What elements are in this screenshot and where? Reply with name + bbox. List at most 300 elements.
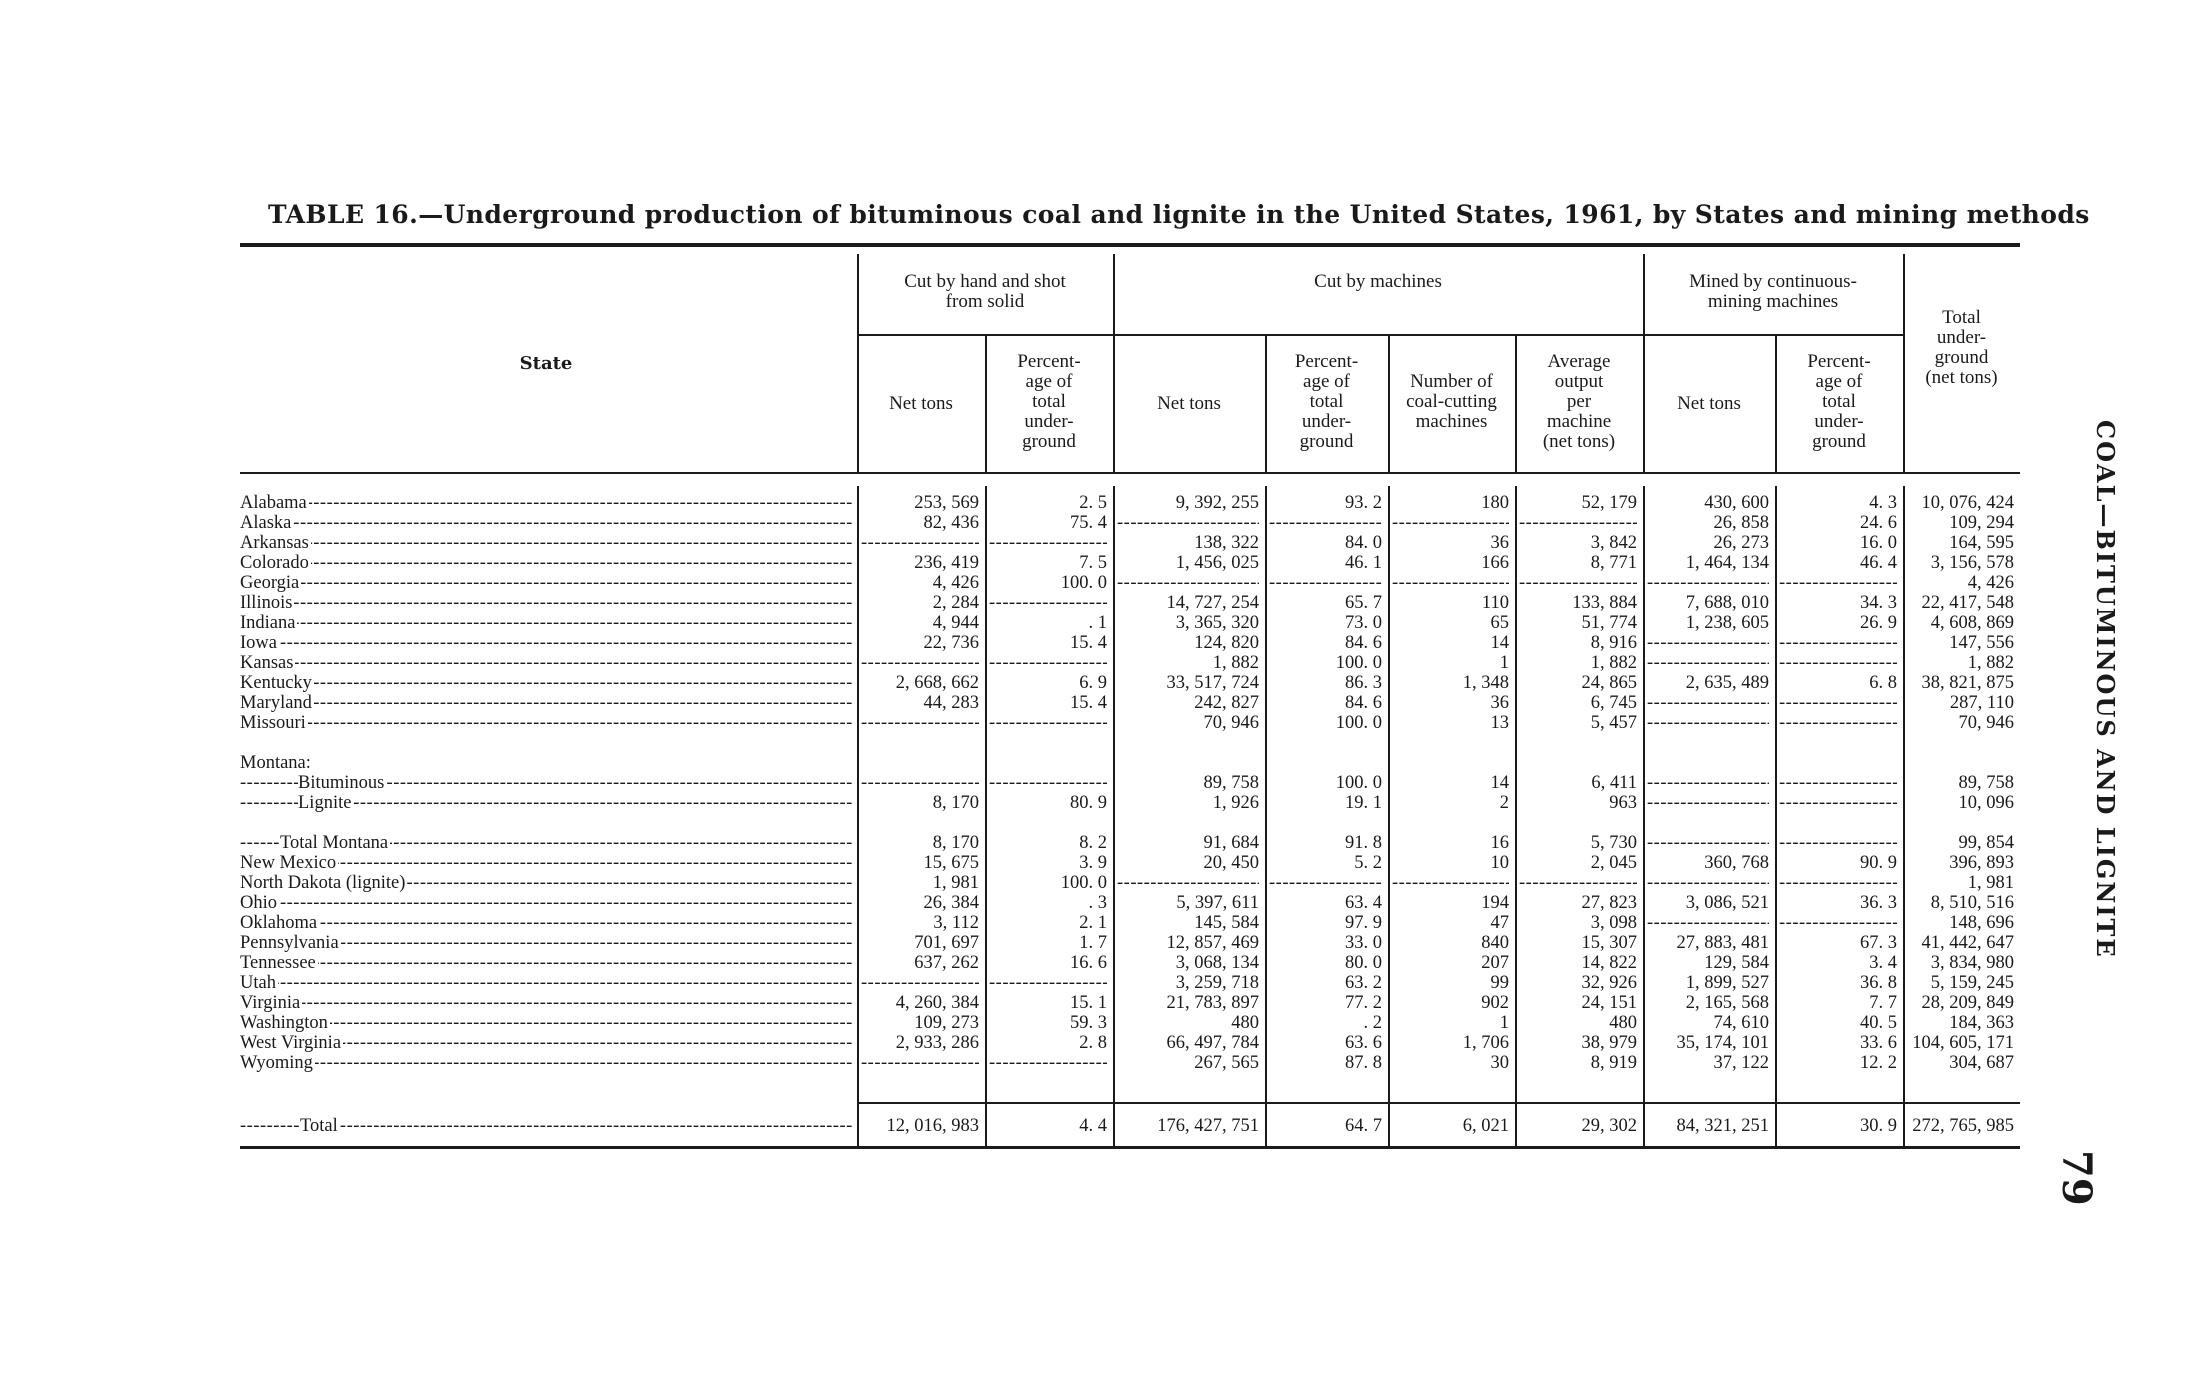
table-row-mach-pct: 84. 6 <box>1345 693 1382 713</box>
state-name: Arkansas <box>240 533 309 553</box>
table-row-total: 3, 834, 980 <box>1930 953 2014 973</box>
table-row-mach-tons: 33, 517, 724 <box>1166 673 1259 693</box>
state-name: Montana: <box>240 753 311 773</box>
table-row-cont-tons <box>1643 793 1769 813</box>
state-name: Colorado <box>240 553 309 573</box>
table-row-total: 304, 687 <box>1949 1053 2014 1073</box>
table-row-total: 4, 426 <box>1967 573 2014 593</box>
state-name: New Mexico <box>240 853 337 873</box>
table-row-mach-pct: 77. 2 <box>1345 993 1382 1013</box>
table-row-machines: 30 <box>1490 1053 1509 1073</box>
table-row-cont-pct: 67. 3 <box>1860 933 1897 953</box>
table-row-cont-pct: 26. 9 <box>1860 613 1897 633</box>
table-row-avg: 5, 457 <box>1590 713 1637 733</box>
table-row-cont-tons: 1, 899, 527 <box>1685 973 1769 993</box>
table-row-hand-tons: 44, 283 <box>923 693 979 713</box>
divider <box>1113 486 1115 1146</box>
table-row-hand-pct: 3. 9 <box>1079 853 1107 873</box>
state-name: Total Montana <box>280 833 389 853</box>
table-row-hand-tons: 3, 112 <box>933 913 979 933</box>
table-row-cont-pct <box>1775 773 1897 793</box>
table-row-mach-tons: 9, 392, 255 <box>1175 493 1259 513</box>
table-row-hand-tons: 26, 384 <box>923 893 979 913</box>
table-row-label <box>240 573 852 593</box>
table-row-cont-tons: 37, 122 <box>1713 1053 1769 1073</box>
table-row-avg: 52, 179 <box>1581 493 1637 513</box>
header-bottom-rule <box>240 472 2020 474</box>
table-row-mach-tons: 14, 727, 254 <box>1166 593 1259 613</box>
table-row-hand-pct: 1. 7 <box>1079 933 1107 953</box>
table-row-cont-pct: 36. 3 <box>1860 893 1897 913</box>
header-total: Total under- ground (net tons) <box>1925 307 1998 388</box>
table-row-hand-tons: 15, 675 <box>923 853 979 873</box>
table-row-cont-pct: 40. 5 <box>1860 1013 1897 1033</box>
table-row-label <box>240 953 852 973</box>
running-header: COAL—BITUMINOUS AND LIGNITE <box>2091 420 2120 959</box>
table-row-machines <box>1388 513 1509 533</box>
table-row-mach-pct: 91. 8 <box>1345 833 1382 853</box>
table-row-cont-pct: 16. 0 <box>1860 533 1897 553</box>
table-row-label <box>240 553 852 573</box>
table-row-total: 89, 758 <box>1958 773 2014 793</box>
table-row-cont-pct: 24. 6 <box>1860 513 1897 533</box>
divider <box>1388 486 1390 1146</box>
table-row-label <box>240 493 852 513</box>
table-row-cont-tons: 26, 858 <box>1713 513 1769 533</box>
total-row-hand-tons: 12, 016, 983 <box>886 1116 979 1136</box>
table-row-hand-tons: 253, 569 <box>914 493 979 513</box>
table-row-total: 8, 510, 516 <box>1930 893 2014 913</box>
table-row-machines: 1, 706 <box>1462 1033 1509 1053</box>
table-row-cont-tons: 430, 600 <box>1704 493 1769 513</box>
table-row-label <box>240 533 852 553</box>
table-row-mach-pct: 84. 0 <box>1345 533 1382 553</box>
state-name: Pennsylvania <box>240 933 339 953</box>
table-row-cont-pct: 46. 4 <box>1860 553 1897 573</box>
table-row-cont-pct <box>1775 573 1897 593</box>
table-row-hand-pct <box>985 593 1107 613</box>
table-row-total: 38, 821, 875 <box>1921 673 2014 693</box>
table-row-mach-pct: 73. 0 <box>1345 613 1382 633</box>
table-row-cont-pct: 12. 2 <box>1860 1053 1897 1073</box>
total-row-total: 272, 765, 985 <box>1912 1116 2014 1136</box>
table-row-hand-pct: 15. 1 <box>1070 993 1107 1013</box>
table-row-cont-pct <box>1775 693 1897 713</box>
header-machines: Cut by machines <box>1314 271 1442 292</box>
state-name: Tennessee <box>240 953 316 973</box>
table-row-label <box>240 913 852 933</box>
table-row-machines: 840 <box>1481 933 1509 953</box>
table-row-total: 28, 209, 849 <box>1921 993 2014 1013</box>
table-row-mach-pct: 5. 2 <box>1354 853 1382 873</box>
table-row-total: 148, 696 <box>1949 913 2014 933</box>
table-row-avg: 38, 979 <box>1581 1033 1637 1053</box>
table-row-avg: 3, 098 <box>1590 913 1637 933</box>
table-row-hand-pct: 2. 5 <box>1079 493 1107 513</box>
table-row-mach-pct: 87. 8 <box>1345 1053 1382 1073</box>
table-row-hand-pct: 80. 9 <box>1070 793 1107 813</box>
table-row-hand-tons: 22, 736 <box>923 633 979 653</box>
table-row-cont-pct <box>1775 873 1897 893</box>
divider <box>1643 486 1645 1146</box>
table-row-total: 184, 363 <box>1949 1013 2014 1033</box>
table-row-machines: 2 <box>1499 793 1509 813</box>
table-row-hand-pct: 100. 0 <box>1060 873 1107 893</box>
table-row-total: 1, 981 <box>1967 873 2014 893</box>
table-row-cont-pct <box>1775 793 1897 813</box>
table-row-mach-tons <box>1113 573 1259 593</box>
table-row-machines: 166 <box>1481 553 1509 573</box>
table-row-hand-tons <box>857 653 979 673</box>
state-name: Bituminous <box>298 773 385 793</box>
table-row-mach-pct: 19. 1 <box>1345 793 1382 813</box>
table-row-hand-pct: 2. 1 <box>1079 913 1107 933</box>
table-row-mach-pct: 86. 3 <box>1345 673 1382 693</box>
table-row-machines: 16 <box>1490 833 1509 853</box>
table-row-mach-tons: 21, 783, 897 <box>1166 993 1259 1013</box>
table-row-mach-tons: 66, 497, 784 <box>1166 1033 1259 1053</box>
table-row-machines: 10 <box>1490 853 1509 873</box>
table-row-label <box>240 773 852 793</box>
table-row-mach-pct: 65. 7 <box>1345 593 1382 613</box>
table-row-mach-tons <box>1113 513 1259 533</box>
table-row-hand-tons: 4, 260, 384 <box>895 993 979 1013</box>
table-row-hand-pct <box>985 533 1107 553</box>
table-row-hand-tons: 2, 933, 286 <box>895 1033 979 1053</box>
table-row-cont-tons <box>1643 873 1769 893</box>
total-row-machines: 6, 021 <box>1462 1116 1509 1136</box>
state-name: Ohio <box>240 893 277 913</box>
table-row-machines: 1, 348 <box>1462 673 1509 693</box>
table-row-hand-pct <box>985 653 1107 673</box>
table-row-cont-pct: 36. 8 <box>1860 973 1897 993</box>
table-row-machines <box>1388 873 1509 893</box>
table-row-mach-tons: 3, 365, 320 <box>1175 613 1259 633</box>
total-row-label <box>240 1116 852 1136</box>
table-row-mach-pct: 63. 2 <box>1345 973 1382 993</box>
table-row-hand-pct: 2. 8 <box>1079 1033 1107 1053</box>
table-row-cont-pct <box>1775 633 1897 653</box>
divider <box>1775 486 1777 1146</box>
table-row-mach-pct <box>1265 513 1382 533</box>
total-row-mach-pct: 64. 7 <box>1345 1116 1382 1136</box>
table-row-mach-pct: 93. 2 <box>1345 493 1382 513</box>
table-row-cont-tons: 35, 174, 101 <box>1676 1033 1769 1053</box>
table-row-hand-tons <box>857 973 979 993</box>
table-row-cont-tons: 129, 584 <box>1704 953 1769 973</box>
table-row-cont-tons <box>1643 773 1769 793</box>
table-row-label <box>240 693 852 713</box>
table-row-hand-tons: 8, 170 <box>932 793 979 813</box>
table-row-label <box>240 1033 852 1053</box>
divider <box>1265 486 1267 1146</box>
table-row-total: 22, 417, 548 <box>1921 593 2014 613</box>
table-row-avg: 8, 916 <box>1590 633 1637 653</box>
table-row-mach-pct: 46. 1 <box>1345 553 1382 573</box>
table-row-hand-tons: 82, 436 <box>923 513 979 533</box>
table-row-mach-pct: 63. 6 <box>1345 1033 1382 1053</box>
total-row-cont-tons: 84, 321, 251 <box>1676 1116 1769 1136</box>
table-row-mach-tons: 3, 259, 718 <box>1175 973 1259 993</box>
table-row-cont-tons <box>1643 653 1769 673</box>
table-row-avg: 24, 865 <box>1581 673 1637 693</box>
table-row-hand-pct: 75. 4 <box>1070 513 1107 533</box>
state-name: Alaska <box>240 513 292 533</box>
table-row-mach-pct <box>1265 573 1382 593</box>
table-row-cont-pct: 90. 9 <box>1860 853 1897 873</box>
bottom-rule <box>240 1146 2020 1149</box>
table-row-label <box>240 653 852 673</box>
table-row-machines: 194 <box>1481 893 1509 913</box>
table-row-label <box>240 793 852 813</box>
table-row-mach-pct: 63. 4 <box>1345 893 1382 913</box>
table-row-cont-pct: 34. 3 <box>1860 593 1897 613</box>
state-name: Washington <box>240 1013 328 1033</box>
table-row-label <box>240 833 852 853</box>
divider <box>857 334 1903 336</box>
table-row-mach-tons: 1, 456, 025 <box>1175 553 1259 573</box>
header-mach-percent: Percent- age of total under- ground <box>1294 351 1359 452</box>
table-row-label <box>240 613 852 633</box>
table-row-hand-tons <box>857 713 979 733</box>
table-row-hand-tons: 8, 170 <box>932 833 979 853</box>
table-row-mach-tons: 3, 068, 134 <box>1175 953 1259 973</box>
table-row-mach-pct <box>1265 873 1382 893</box>
table-row-hand-tons: 701, 697 <box>914 933 979 953</box>
state-name: Indiana <box>240 613 296 633</box>
table-row-label <box>240 713 852 733</box>
state-name: Kansas <box>240 653 294 673</box>
header-hand-net-tons: Net tons <box>889 393 953 414</box>
table-row-mach-tons: 89, 758 <box>1203 773 1259 793</box>
table-row-machines: 180 <box>1481 493 1509 513</box>
header-continuous: Mined by continuous- mining machines <box>1689 271 1857 312</box>
table-row-total: 104, 605, 171 <box>1912 1033 2014 1053</box>
table-row-total: 10, 076, 424 <box>1921 493 2014 513</box>
table-row-total: 396, 893 <box>1949 853 2014 873</box>
table-row-avg: 51, 774 <box>1581 613 1637 633</box>
table-row-avg: 24, 151 <box>1581 993 1637 1013</box>
table-row-machines: 110 <box>1481 593 1509 613</box>
table-row-total: 164, 595 <box>1949 533 2014 553</box>
page-number: 79 <box>2053 1150 2100 1206</box>
table-row-label <box>240 893 852 913</box>
header-avg-output: Average output per machine (net tons) <box>1542 351 1616 452</box>
table-row-hand-pct <box>985 973 1107 993</box>
table-row-cont-tons: 27, 883, 481 <box>1676 933 1769 953</box>
table-row-label <box>240 993 852 1013</box>
table-row-hand-tons <box>857 533 979 553</box>
table-row-mach-pct: 100. 0 <box>1335 713 1382 733</box>
table-row-avg: 963 <box>1609 793 1637 813</box>
table-row-mach-tons: 5, 397, 611 <box>1176 893 1259 913</box>
table-row-cont-pct: 3. 4 <box>1869 953 1897 973</box>
table-row-hand-tons: 4, 944 <box>932 613 979 633</box>
state-name: Missouri <box>240 713 306 733</box>
table-row-avg: 32, 926 <box>1581 973 1637 993</box>
table-row-cont-tons: 7, 688, 010 <box>1685 593 1769 613</box>
table-row-hand-pct: 16. 6 <box>1070 953 1107 973</box>
table-row-hand-tons <box>857 1053 979 1073</box>
state-name: Wyoming <box>240 1053 313 1073</box>
table-row-avg: 8, 771 <box>1590 553 1637 573</box>
total-rule <box>857 1102 2020 1104</box>
state-name: Oklahoma <box>240 913 318 933</box>
table-row-mach-pct: 100. 0 <box>1335 653 1382 673</box>
table-row-hand-pct: 15. 4 <box>1070 633 1107 653</box>
header-cont-percent: Percent- age of total under- ground <box>1807 351 1871 452</box>
table-row-hand-tons: 637, 262 <box>914 953 979 973</box>
table-row-mach-tons: 12, 857, 469 <box>1166 933 1259 953</box>
table-row-hand-tons: 4, 426 <box>932 573 979 593</box>
table-row-hand-pct: 59. 3 <box>1070 1013 1107 1033</box>
table-row-mach-tons: 1, 926 <box>1212 793 1259 813</box>
table-row-hand-pct: 7. 5 <box>1079 553 1107 573</box>
table-row-label <box>240 933 852 953</box>
table-row-machines: 207 <box>1481 953 1509 973</box>
table-row-avg: 2, 045 <box>1590 853 1637 873</box>
state-name: Lignite <box>298 793 352 813</box>
table-row-cont-tons: 1, 238, 605 <box>1685 613 1769 633</box>
table-row-label <box>240 633 852 653</box>
table-row-mach-tons: 70, 946 <box>1203 713 1259 733</box>
table-row-avg: 8, 919 <box>1590 1053 1637 1073</box>
table-row-total: 109, 294 <box>1949 513 2014 533</box>
table-row-label <box>240 513 852 533</box>
header-num-machines: Number of coal-cutting machines <box>1406 371 1497 432</box>
table-row-label <box>240 753 852 773</box>
table-row-cont-tons: 74, 610 <box>1713 1013 1769 1033</box>
table-row-mach-tons: 480 <box>1231 1013 1259 1033</box>
state-name: Virginia <box>240 993 301 1013</box>
table-row-total: 4, 608, 869 <box>1930 613 2014 633</box>
table-row-mach-tons: 267, 565 <box>1194 1053 1259 1073</box>
table-row-cont-pct: 7. 7 <box>1869 993 1897 1013</box>
table-row-machines: 65 <box>1490 613 1509 633</box>
state-name: Maryland <box>240 693 312 713</box>
table-row-mach-tons: 242, 827 <box>1194 693 1259 713</box>
table-row-mach-tons: 138, 322 <box>1194 533 1259 553</box>
table-row-hand-pct <box>985 773 1107 793</box>
table-row-cont-pct: 33. 6 <box>1860 1033 1897 1053</box>
header-cont-net-tons: Net tons <box>1677 393 1741 414</box>
table-row-label <box>240 853 852 873</box>
table-row-cont-tons: 2, 165, 568 <box>1685 993 1769 1013</box>
table-row-hand-tons: 2, 284 <box>932 593 979 613</box>
divider <box>1903 486 1905 1146</box>
table-row-hand-tons <box>857 773 979 793</box>
table-row-label <box>240 1053 852 1073</box>
table-row-total: 41, 442, 647 <box>1921 933 2014 953</box>
header-hand: Cut by hand and shot from solid <box>904 271 1066 312</box>
total-row-hand-pct: 4. 4 <box>1079 1116 1107 1136</box>
table-row-label <box>240 673 852 693</box>
table-row-mach-pct: 100. 0 <box>1335 773 1382 793</box>
header-mach-net-tons: Net tons <box>1157 393 1221 414</box>
state-name: Georgia <box>240 573 300 593</box>
table-row-cont-tons <box>1643 713 1769 733</box>
table-row-machines: 47 <box>1490 913 1509 933</box>
table-row-avg: 14, 822 <box>1581 953 1637 973</box>
total-row-cont-pct: 30. 9 <box>1860 1116 1897 1136</box>
table-row-total: 10, 096 <box>1958 793 2014 813</box>
table-row-total: 5, 159, 245 <box>1930 973 2014 993</box>
table-row-avg: 480 <box>1609 1013 1637 1033</box>
state-name: Total <box>300 1116 338 1136</box>
state-name: West Virginia <box>240 1033 342 1053</box>
table-row-machines: 13 <box>1490 713 1509 733</box>
table-row-cont-tons: 360, 768 <box>1704 853 1769 873</box>
table-row-total: 3, 156, 578 <box>1930 553 2014 573</box>
table-row-mach-pct: 84. 6 <box>1345 633 1382 653</box>
table-row-cont-tons <box>1643 573 1769 593</box>
table-row-machines <box>1388 573 1509 593</box>
table-row-machines: 1 <box>1499 653 1509 673</box>
table-row-machines: 1 <box>1499 1013 1509 1033</box>
table-row-hand-pct: 6. 9 <box>1079 673 1107 693</box>
table-row-hand-pct <box>985 1053 1107 1073</box>
table-row-total: 70, 946 <box>1958 713 2014 733</box>
table-row-avg: 1, 882 <box>1590 653 1637 673</box>
table-row-machines: 14 <box>1490 633 1509 653</box>
table-row-avg <box>1515 873 1637 893</box>
table-row-mach-tons: 1, 882 <box>1212 653 1259 673</box>
table-row-avg <box>1515 573 1637 593</box>
table-row-hand-pct <box>985 713 1107 733</box>
table-row-hand-tons: 1, 981 <box>932 873 979 893</box>
table-row-cont-tons: 26, 273 <box>1713 533 1769 553</box>
table-row-hand-pct: . 3 <box>1088 893 1107 913</box>
header-hand-percent: Percent- age of total under- ground <box>1017 351 1081 452</box>
table-row-avg: 3, 842 <box>1590 533 1637 553</box>
table-row-label <box>240 873 852 893</box>
header-state: State <box>519 353 573 374</box>
table-row-cont-pct <box>1775 713 1897 733</box>
table-row-hand-pct: . 1 <box>1088 613 1107 633</box>
table-row-machines: 902 <box>1481 993 1509 1013</box>
state-name: North Dakota (lignite) <box>240 873 406 893</box>
table-row-mach-tons: 91, 684 <box>1203 833 1259 853</box>
table-row-hand-pct: 8. 2 <box>1079 833 1107 853</box>
table-row-cont-pct: 6. 8 <box>1869 673 1897 693</box>
state-name: Iowa <box>240 633 277 653</box>
state-name: Utah <box>240 973 276 993</box>
total-row-avg: 29, 302 <box>1581 1116 1637 1136</box>
table-row-mach-pct: . 2 <box>1363 1013 1382 1033</box>
table-row-hand-tons: 2, 668, 662 <box>895 673 979 693</box>
table-row-total: 147, 556 <box>1949 633 2014 653</box>
table-row-avg: 6, 745 <box>1590 693 1637 713</box>
table-row-mach-tons: 124, 820 <box>1194 633 1259 653</box>
table-row-avg: 27, 823 <box>1581 893 1637 913</box>
table-row-mach-tons: 20, 450 <box>1203 853 1259 873</box>
table-row-avg <box>1515 513 1637 533</box>
table-row-machines: 99 <box>1490 973 1509 993</box>
table-row-avg: 5, 730 <box>1590 833 1637 853</box>
table-row-machines: 14 <box>1490 773 1509 793</box>
table-row-mach-pct: 80. 0 <box>1345 953 1382 973</box>
table-row-machines: 36 <box>1490 533 1509 553</box>
table-row-cont-pct <box>1775 833 1897 853</box>
divider <box>985 486 987 1146</box>
table-row-cont-tons <box>1643 633 1769 653</box>
state-name: Alabama <box>240 493 307 513</box>
table-row-cont-tons <box>1643 833 1769 853</box>
divider <box>1515 486 1517 1146</box>
state-name: Kentucky <box>240 673 312 693</box>
table-row-total: 99, 854 <box>1958 833 2014 853</box>
table-row-hand-tons: 109, 273 <box>914 1013 979 1033</box>
